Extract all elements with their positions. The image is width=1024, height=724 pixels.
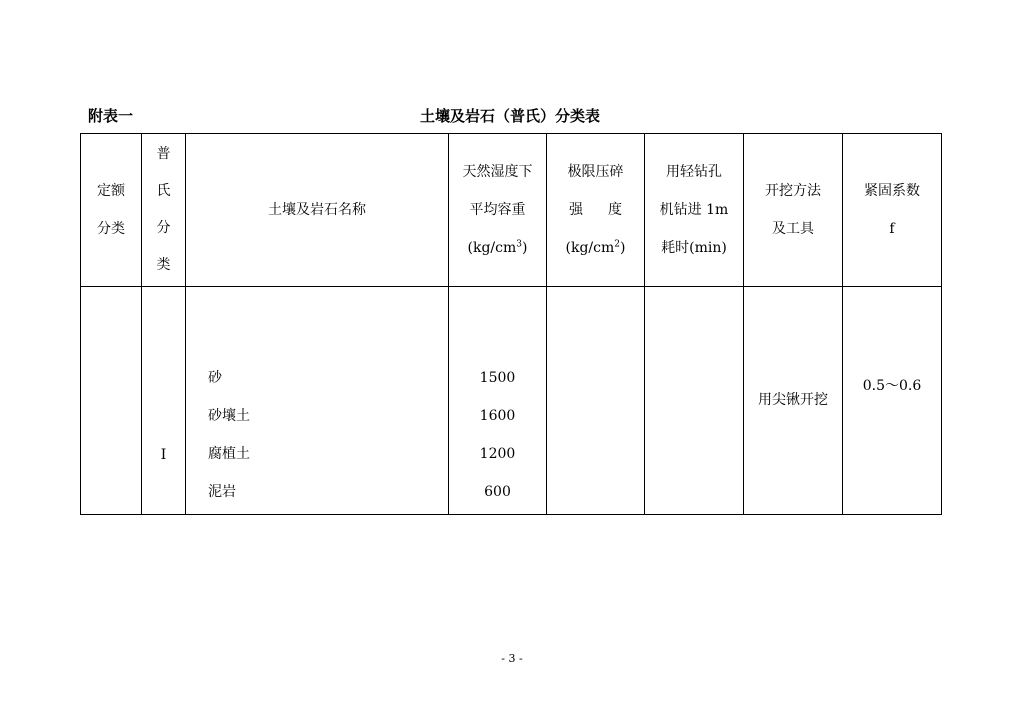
header-unit: $(kg/cm^3)$ [467,239,528,256]
header-text: 天然湿度下 [462,164,533,180]
header-text: 分 [156,220,171,236]
appendix-label: 附表一 [88,107,134,125]
header-text: 开挖方法 [765,183,821,199]
header-text: 普 [156,146,171,162]
header-quota-class [81,134,142,287]
soil-name: 腐植土 [208,446,250,462]
density-cell [449,287,547,515]
density-value: 600 [484,484,511,500]
header-strength [547,134,645,287]
soil-name: 砂壤土 [208,408,250,424]
header-row [81,134,942,287]
header-text: 类 [156,257,171,273]
page-number: - 3 - [501,652,523,665]
header-density [449,134,547,287]
table-row [81,287,942,515]
header-text: 分类 [97,221,125,237]
document-title: 土壤及岩石（普氏）分类表 [420,107,601,125]
header-pu-class [142,134,186,287]
header-text: 机钻进 1m [659,202,729,218]
soil-name: 砂 [208,370,222,386]
density-value: 1500 [479,370,516,386]
header-text: 极限压碎 [567,164,624,180]
header-text: 及工具 [772,221,814,237]
header-text: 耗时(min) [661,240,727,256]
drill-cell [645,287,744,515]
names-cell [186,287,449,515]
header-text-spaced: 强 度 [569,202,622,218]
density-value: 1200 [479,446,516,462]
coefficient-cell: 0.5～0.6 [843,287,942,515]
header-method [744,134,843,287]
header-unit: $(kg/cm^2)$ [565,239,626,256]
header-text: 平均容重 [469,202,526,218]
header-text: 氏 [156,183,171,199]
strength-cell [547,287,645,515]
header-text: f [889,221,895,237]
header-text: 用轻钻孔 [666,164,722,180]
header-name: 土壤及岩石名称 [186,134,449,287]
header-drill [645,134,744,287]
soil-name: 泥岩 [208,484,236,500]
classification-table [80,133,942,515]
grade-cell: Ⅰ [142,287,186,515]
method-cell: 用尖锹开挖 [744,287,843,515]
header-text: 紧固系数 [864,183,920,199]
quota-class-cell [81,287,142,515]
density-value: 1600 [479,408,516,424]
header-coefficient [843,134,942,287]
header-text: 定额 [97,183,125,199]
